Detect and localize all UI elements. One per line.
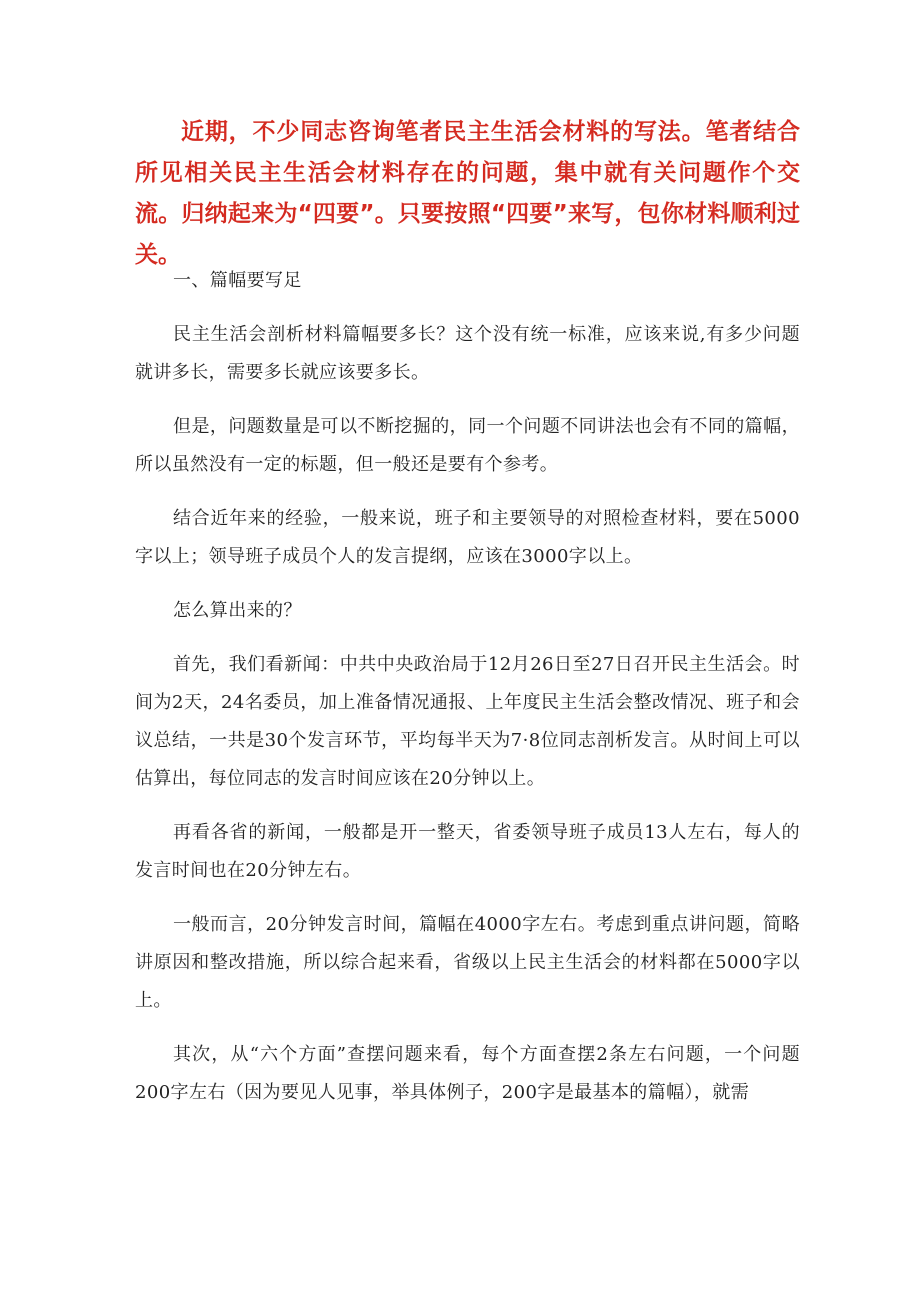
body-paragraph: 一般而言，20分钟发言时间，篇幅在4000字左右。考虑到重点讲问题，简略讲原因和整改措施，所以综合起来看，省级以上民主生活会的材料都在5000字以上。: [135, 914, 800, 1011]
body-paragraph: 其次，从“六个方面”查摆问题来看，每个方面查摆2条左右问题，一个问题200字左右（因为要见人见事，举具体例子，200字是最基本的篇幅），就需: [135, 1044, 800, 1103]
body-paragraph: 但是，问题数量是可以不断挖掘的，同一个问题不同讲法也会有不同的篇幅，所以虽然没有一定的标题，但一般还是要有个参考。: [135, 416, 800, 475]
intro-paragraph: 近期，不少同志咨询笔者民主生活会材料的写法。笔者结合所见相关民主生活会材料存在的问题，集中就有关问题作个交流。归纳起来为“四要”。只要按照“四要”来写，包你材料顺利过关。: [135, 119, 800, 268]
body-paragraph: 再看各省的新闻，一般都是开一整天，省委领导班子成员13人左右，每人的发言时间也在20分钟左右。: [135, 822, 800, 881]
body-paragraph: 民主生活会剖析材料篇幅要多长？这个没有统一标准，应该来说,有多少问题就讲多长，需要多长就应该要多长。: [135, 324, 800, 383]
article-body: [135, 262, 800, 1128]
section-heading: 一、篇幅要写足: [173, 270, 302, 291]
body-paragraph: 怎么算出来的？: [173, 600, 302, 621]
body-paragraph: 结合近年来的经验，一般来说，班子和主要领导的对照检查材料，要在5000字以上；领导班子成员个人的发言提纲，应该在3000字以上。: [135, 508, 800, 567]
body-paragraph: 首先，我们看新闻：中共中央政治局于12月26日至27日召开民主生活会。时间为2天，24名委员，加上准备情况通报、上年度民主生活会整改情况、班子和会议总结，一共是30个发言环节，平均每半天为7·8位同志剖析发言。从时间上可以估算出，每位同志的发言时间应该在20分钟以上。: [135, 654, 800, 789]
